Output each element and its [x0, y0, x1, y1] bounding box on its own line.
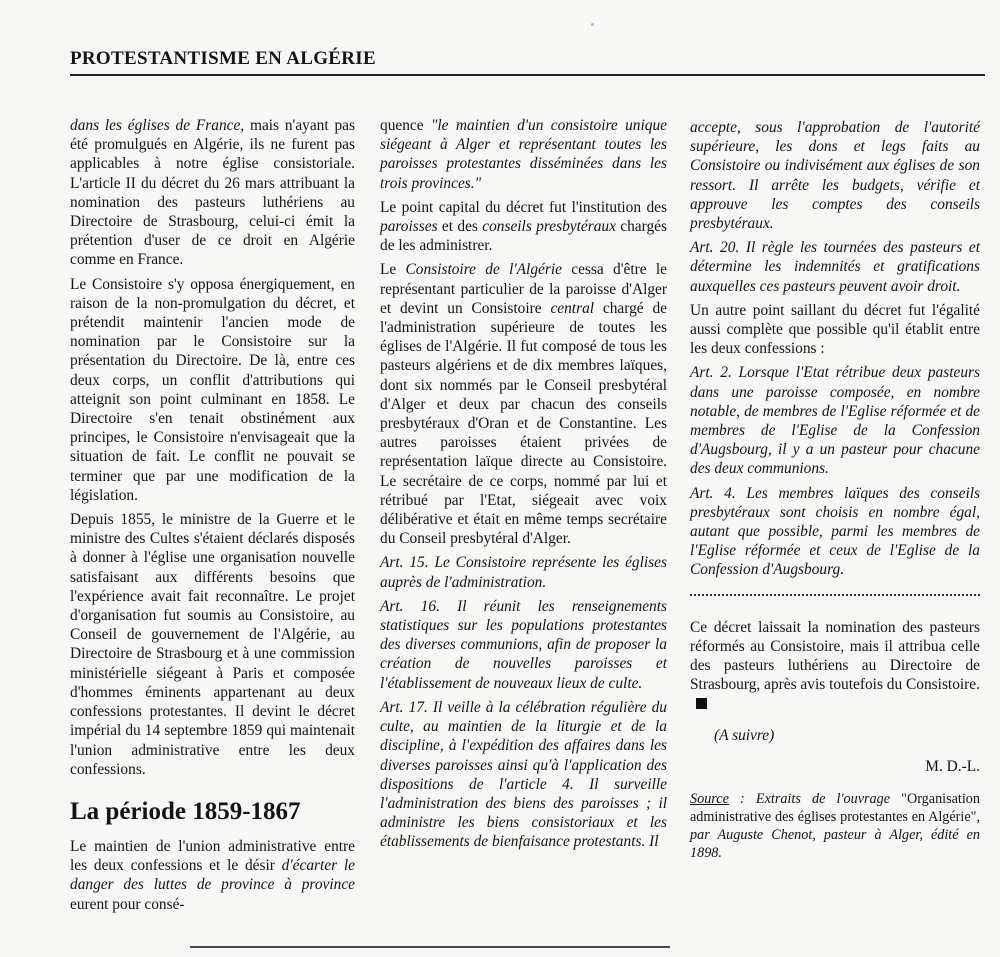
column-3: [690, 118, 980, 867]
italic-text: central: [550, 299, 595, 317]
end-of-article-icon: [696, 698, 707, 709]
source-text: par Auguste Chenot, pasteur à Alger, édité en 1898.: [690, 827, 980, 862]
source-note: [690, 790, 980, 862]
paragraph: Un autre point saillant du décret fut l'égalité aussi complète que possible qu'il établit entre les deux confessions :: [690, 301, 980, 358]
header-rule: [70, 74, 985, 76]
article-quote: Art. 4. Les membres laïques des conseils presbytéraux sont choisis en nombre égal, autant que possible, parmi les membres de l'Eglise réformée et ceux de l'Eglise de la Confession d'Augsbourg.: [690, 484, 980, 579]
column-2: [380, 116, 667, 857]
paragraph: Le Consistoire s'y opposa énergiquement, en raison de la non-promulgation du décret, et prétendit maintenir l'ancien mode de nomination par le Consistoire sur la présentation du Directoire. De là, entre ces deux corps, un conflit d'attributions qui atteignit son point culminant en 1858. Le Directoire s'en tenait obstinément aux principes, le Consistoire n'envisageait que la situation de fait. Le conflit ne pouvait se terminer que par une modification de la législation.: [70, 275, 355, 504]
running-header: [70, 48, 985, 70]
paragraph: [70, 837, 355, 914]
article-quote: accepte, sous l'approbation de l'autorité supérieure, les dons et legs faits au Consistoire ou indivisément aux églises de son ressort. Il arrête les budgets, vérifie et approuve les comptes des conseils presbytéraux.: [690, 119, 980, 233]
to-be-continued: (A suivre): [714, 726, 775, 744]
paragraph-text: chargés de les administrer.: [380, 218, 667, 255]
source-title: "Organisation administrative des églises protestantes en Algérie",: [690, 791, 980, 826]
column-1: [70, 116, 355, 919]
paragraph-text: chargé de l'administration supérieure de toutes les églises de l'Algérie. Il fut composé de tous les pasteurs algériens et de dix membres laïques, dont six nommés par le Conseil presbytéral d'Alger et deux par chacun des conseils presbytéraux d'Oran et de Constantine. Les autres paroisses étaient privées de représentation laïque directe au Consistoire. Le secrétaire de ce corps, nommé par lui et rétribué par l'Etat, siégeait avec voix délibérative et était en même temps secrétaire du Conseil presbytéral d'Alger.: [380, 299, 667, 548]
italic-text: Consistoire de l'Algérie: [405, 261, 562, 279]
paragraph-text: Le maintien de l'union administrative entre les deux confessions et le désir: [70, 837, 355, 875]
paragraph: Depuis 1855, le ministre de la Guerre et le ministre des Cultes s'étaient déclarés disposés à donner à l'église une organisation nouvelle satisfaisant aux différents besoins que l'expérience avait fait reconnaître. Le projet d'organisation fut soumis au Consistoire, au Conseil de gouvernement de l'Algérie, au Directoire de Strasbourg et à une commission ministérielle siégeant à Paris et composée d'hommes éminents appartenant au deux confessions protestantes. Il devint le décret impérial du 14 septembre 1859 qui maintenait l'union administrative entre les deux confessions.: [70, 511, 355, 778]
article-quote: Art. 2. Lorsque l'Etat rétribue deux pasteurs dans une paroisse composée, en nombre notable, de membres de l'Eglise réformée et de membres de l'Eglise de la Confession d'Augsbourg, il y a un pasteur pour chacune des deux communions.: [690, 364, 980, 478]
section-heading: La période 1859-1867: [70, 797, 301, 825]
article-quote: Art. 20. Il règle les tournées des pasteurs et détermine les indemnités et gratifications auxquelles ces pasteurs peuvent avoir droit.: [690, 239, 980, 295]
paragraph-text: eurent pour consé-: [70, 895, 185, 913]
paragraph-text: Le: [380, 261, 406, 279]
bottom-rule: [190, 946, 670, 948]
paragraph: [70, 116, 355, 270]
dotted-divider: [690, 594, 980, 596]
paragraph: [690, 618, 980, 714]
paragraph-text: Le point capital du décret fut l'institution des: [380, 198, 667, 216]
italic-text: d'écarter le danger des luttes de province à province: [70, 857, 355, 894]
italic-text: conseils presbytéraux: [482, 218, 616, 236]
article-quote: Art. 15. Le Consistoire représente les églises auprès de l'administration.: [380, 554, 667, 591]
print-speck: [591, 23, 594, 26]
source-text: : Extraits de l'ouvrage: [728, 791, 902, 808]
article-quote: Art. 16. Il réunit les renseignements statistiques sur les populations protestantes des diverses communions, afin de proposer la création de nouvelles paroisses et l'établissement de nouveaux lieux de culte.: [380, 597, 667, 692]
paragraph-text: quence: [380, 117, 431, 134]
paragraph-text: cessa d'être le représentant particulier de la paroisse d'Alger et devint un Consistoire: [380, 261, 667, 317]
source-label: Source: [690, 791, 729, 808]
section-title: PROTESTANTISME EN ALGÉRIE: [70, 48, 376, 69]
italic-text: paroisses: [380, 218, 438, 236]
paragraph-text: Ce décret laissait la nomination des pasteurs réformés au Consistoire, mais il attribua celle des pasteurs luthériens au Directoire de Strasbourg, après avis toutefois du Consistoire.: [690, 618, 980, 694]
paragraph: [380, 116, 667, 193]
paragraph: [380, 198, 667, 256]
paragraph: [380, 260, 667, 548]
article-quote: Art. 17. Il veille à la célébration régulière du culte, au maintien de la liturgie et de la discipline, à l'expédition des affaires dans les diverses paroisses ainsi qu'à l'application des dispositions de l'article 4. Il surveille l'administration des biens des paroisses ; il administre les biens consistoriaux et les établissements de bienfaisance protestants. Il: [380, 698, 667, 851]
author-initials: M. D.-L.: [925, 757, 980, 775]
paragraph-text: mais n'ayant pas été promulgués en Algérie, ils ne furent pas applicables à notre église consistoriale. L'article II du décret du 26 mars attribuant la nomination des pasteurs luthériens au Directoire de Strasbourg, celui-ci émit la prétention d'user de ce droit en Algérie comme en France.: [70, 117, 355, 269]
italic-text: dans les églises de France,: [70, 117, 245, 134]
paragraph-text: et des: [437, 218, 483, 236]
quote-text: "le maintien d'un consistoire unique siégeant à Alger et représentant toutes les paroisses protestantes disséminées dans les trois provinces.": [380, 117, 667, 192]
